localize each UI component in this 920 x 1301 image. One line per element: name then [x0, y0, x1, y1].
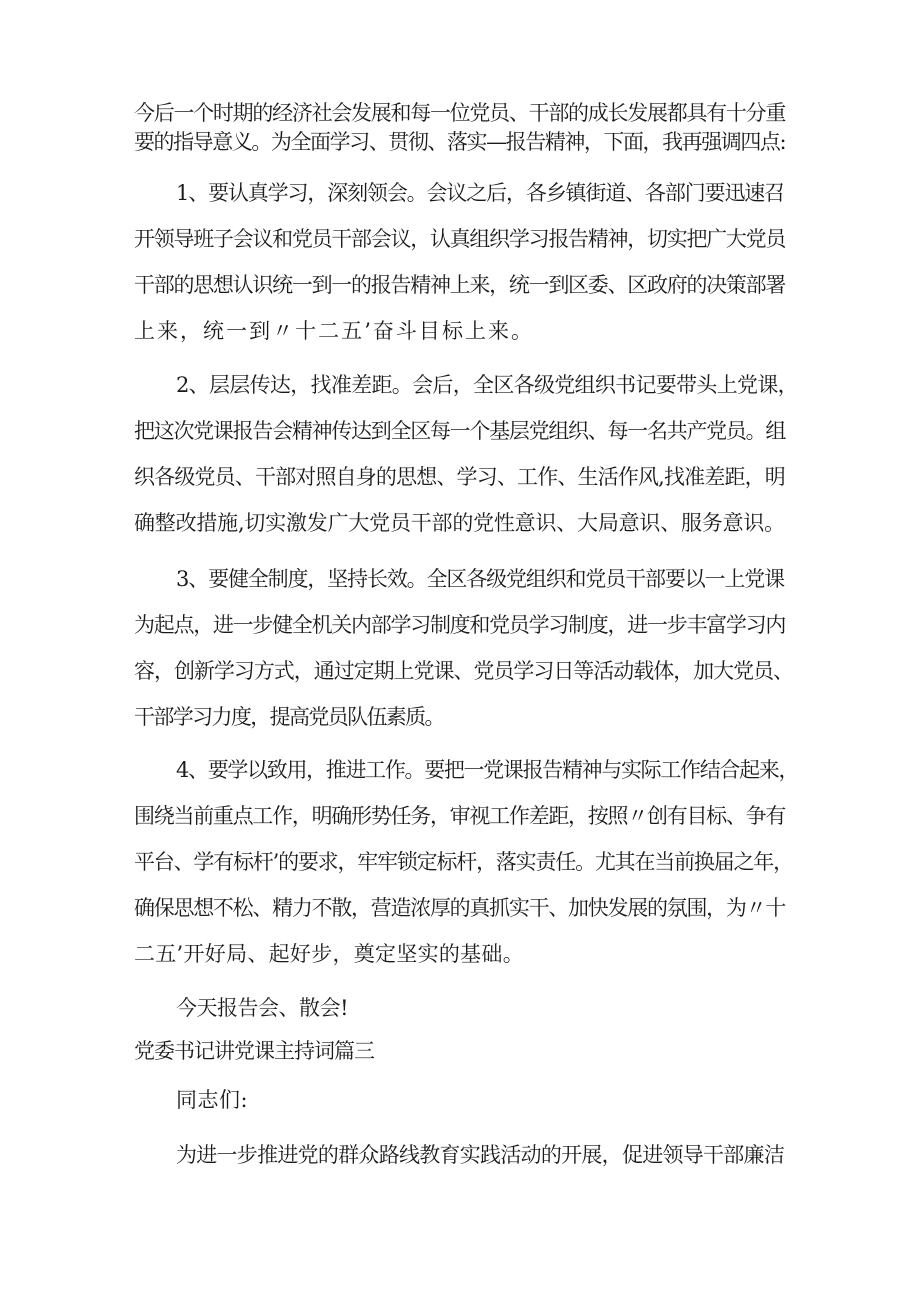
text-line: 确整改措施,切实激发广大党员干部的党性意识、大局意识、服务意识。: [134, 511, 785, 535]
salutation: 同志们:: [176, 1088, 248, 1112]
text-line: 干部学习力度，提高党员队伍素质。: [134, 705, 444, 729]
text-line: 织各级党员、干部对照自身的思想、学习、工作、生活作风,找准差距，明: [134, 465, 785, 489]
text-line: 为进一步推进党的群众路线教育实践活动的开展，促进领导干部廉洁: [176, 1143, 785, 1167]
text-line: 容，创新学习方式，通过定期上党课、党员学习日等活动载体，加大党员、: [134, 659, 794, 683]
section-heading: 党委书记讲党课主持词篇三: [134, 1039, 374, 1063]
text-line: 把这次党课报告会精神传达到全区每一个基层党组织、每一名共产党员。组: [134, 419, 786, 443]
text-line: 开领导班子会议和党员干部会议，认真组织学习报告精神，切实把广大党员: [134, 227, 786, 251]
text-line: 4、要学以致用，推进工作。要把一党课报告精神与实际工作结合起来，: [176, 758, 799, 782]
text-line: 上来，统一到〃十二五’奋斗目标上来。: [134, 319, 535, 343]
text-line: 确保思想不松、精力不散，营造浓厚的真抓实干、加快发展的氛围，为〃十: [134, 896, 786, 920]
text-line: 要的指导意义。为全面学习、贯彻、落实—报告精神，下面，我再强调四点:: [134, 130, 786, 154]
text-line: 围绕当前重点工作，明确形势任务，审视工作差距，按照〃创有目标、争有: [134, 804, 786, 828]
text-line: 为起点，进一步健全机关内部学习制度和党员学习制度，进一步丰富学习内: [134, 613, 786, 637]
text-line: 二五’开好局、起好步，奠定坚实的基础。: [134, 942, 524, 966]
text-line: 今后一个时期的经济社会发展和每一位党员、干部的成长发展都具有十分重: [134, 101, 786, 125]
text-line: 3、要健全制度，坚持长效。全区各级党组织和党员干部要以一上党课: [176, 567, 785, 591]
text-line: 干部的思想认识统一到一的报告精神上来，统一到区委、区政府的决策部署: [134, 273, 786, 297]
text-line: 1、要认真学习，深刻领会。会议之后，各乡镇街道、各部门要迅速召: [176, 181, 785, 205]
text-line: 2、层层传达，找准差距。会后，全区各级党组织书记要带头上党课，: [176, 373, 798, 397]
text-line: 平台、学有标杆’的要求，牢牢锁定标杆，落实责任。尤其在当前换届之年，: [134, 850, 793, 874]
text-line: 今天报告会、散会!: [176, 996, 349, 1020]
